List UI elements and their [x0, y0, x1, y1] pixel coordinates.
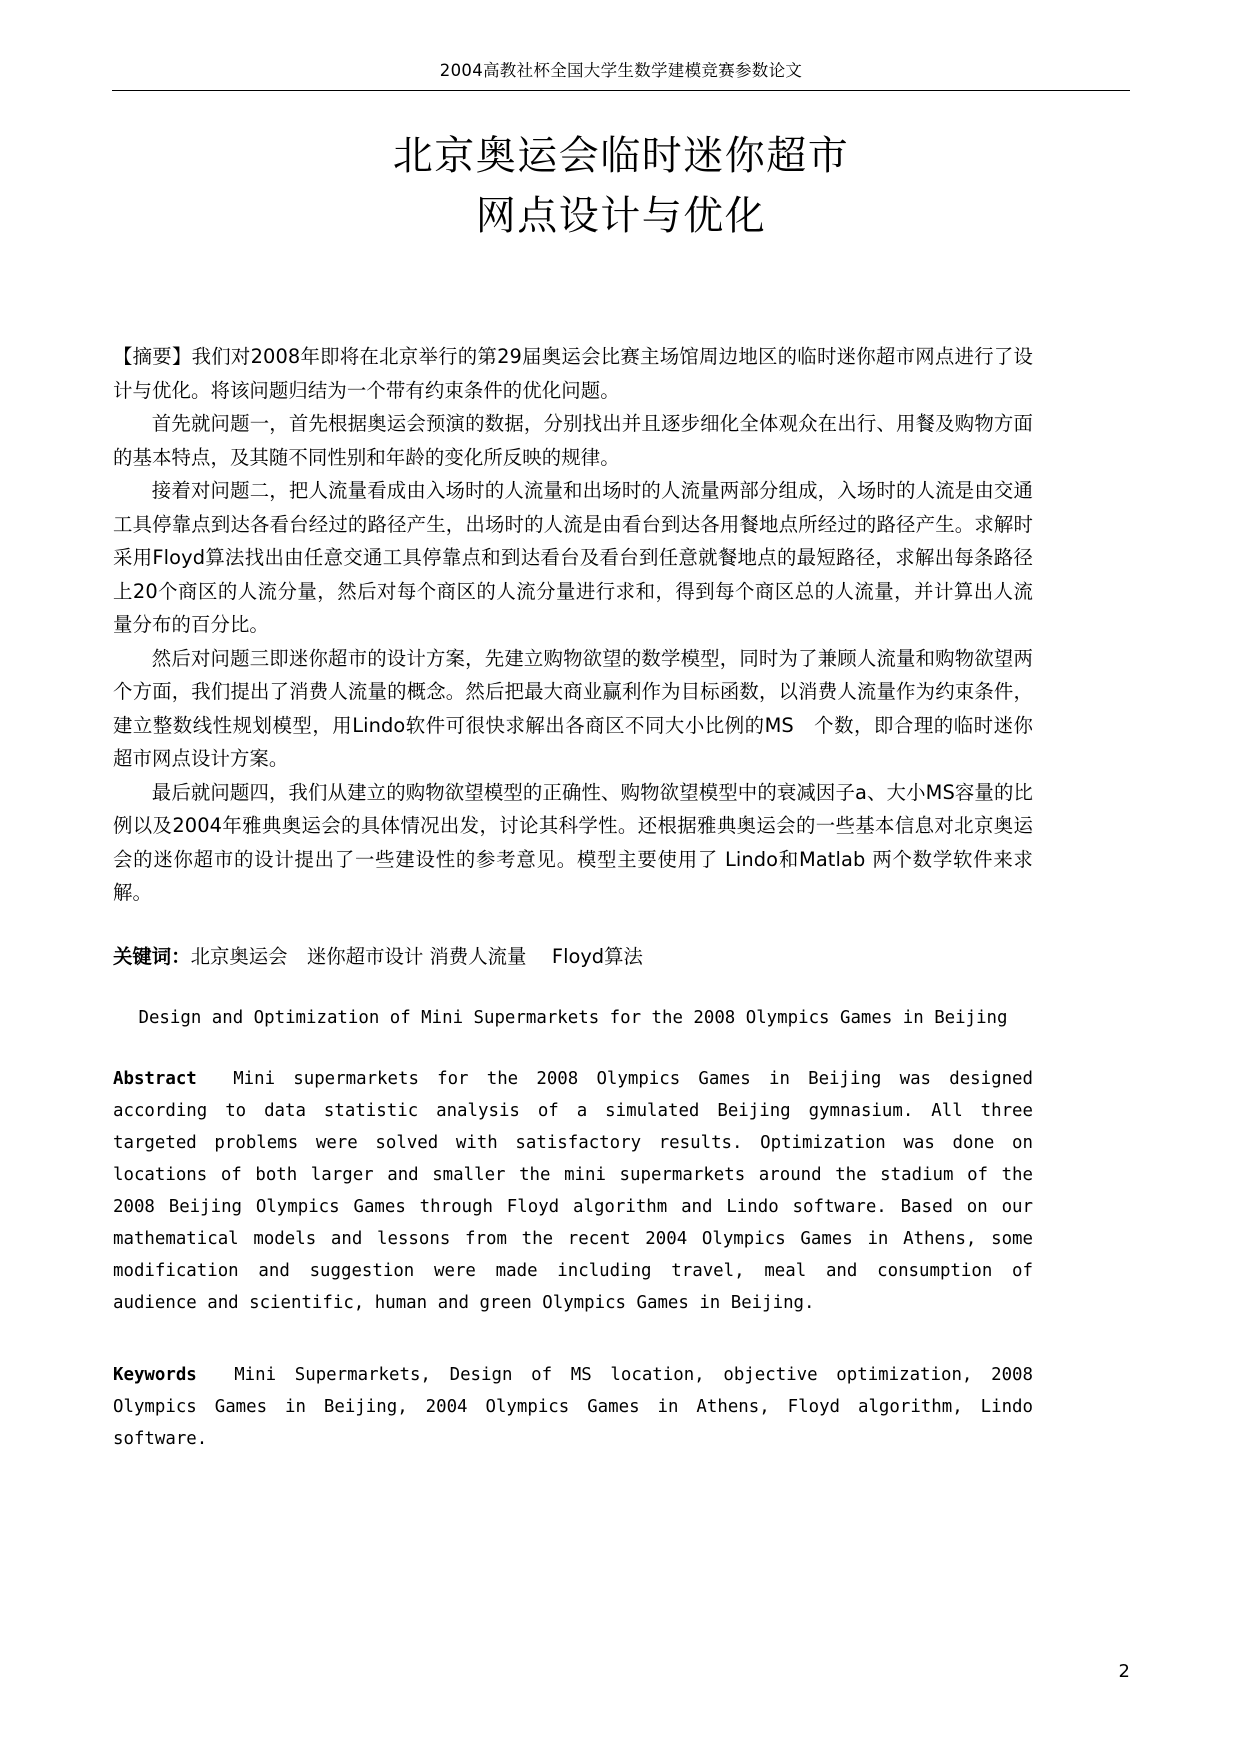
keywords-cn-value: 北京奥运会 迷你超市设计 消费人流量 Floyd算法: [190, 944, 643, 968]
keywords-en-text: Mini Supermarkets, Design of MS location, objective optimization, 2008 Olympics Games in Beijing, 2004 Olympics Games in Athens, Floyd algorithm, Lindo software.: [113, 1365, 1033, 1449]
abstract-cn-paragraph-3: 接着对问题二，把人流量看成由入场时的人流量和出场时的人流量两部分组成，入场时的人流是由交通工具停靠点到达各看台经过的路径产生，出场时的人流是由看台到达各用餐地点所经过的路径产生。求解时采用Floyd算法找出由任意交通工具停靠点和到达看台及看台到任意就餐地点的最短路径，求解出每条路径上20个商区的人流分量，然后对每个商区的人流分量进行求和，得到每个商区总的人流量，并计算出人流量分布的百分比。: [113, 479, 1033, 636]
keywords-en-label: Keywords: [113, 1365, 197, 1385]
title-line-1: 北京奥运会临时迷你超市: [392, 133, 850, 179]
abstract-en-label: Abstract: [113, 1069, 197, 1089]
title-line-2: 网点设计与优化: [475, 193, 767, 239]
abstract-cn-paragraph-4: 然后对问题三即迷你超市的设计方案，先建立购物欲望的数学模型，同时为了兼顾人流量和购物欲望两个方面，我们提出了消费人流量的概念。然后把最大商业赢利作为目标函数，以消费人流量作为约束条件，建立整数线性规划模型，用Lindo软件可很快求解出各商区不同大小比例的MS 个数，即合理的临时迷你超市网点设计方案。: [113, 646, 1033, 770]
spacer-before-keywords-en: [113, 1319, 1033, 1359]
abstract-en: [113, 1063, 1033, 1319]
abstract-cn-paragraph-5: 最后就问题四，我们从建立的购物欲望模型的正确性、购物欲望模型中的衰减因子a、大小MS容量的比例以及2004年雅典奥运会的具体情况出发，讨论其科学性。还根据雅典奥运会的一些基本信息对北京奥运会的迷你超市的设计提出了一些建设性的参考意见。模型主要使用了 Lindo和Matlab 两个数学软件来求解。: [113, 780, 1033, 904]
keywords-cn-label: 关键词：: [113, 944, 191, 968]
paper-body: [113, 340, 1033, 1455]
abstract-cn-paragraph-1: 【摘要】我们对2008年即将在北京举行的第29届奥运会比赛主场馆周边地区的临时迷你超市网点进行了设计与优化。将该问题归结为一个带有约束条件的优化问题。: [113, 345, 1033, 402]
running-header: [112, 57, 1130, 81]
paper-title: [112, 126, 1130, 246]
page-number: 2: [1118, 1661, 1130, 1682]
abstract-cn-paragraph-2: 首先就问题一，首先根据奥运会预演的数据，分别找出并且逐步细化全体观众在出行、用餐及购物方面的基本特点，及其随不同性别和年龄的变化所反映的规律。: [113, 412, 1033, 469]
paper-title-en: Design and Optimization of Mini Supermarkets for the 2008 Olympics Games in Beijing: [138, 1008, 1008, 1028]
keywords-en: [113, 1359, 1033, 1455]
spacer-before-keywords-cn: [113, 910, 1033, 940]
header-divider: [112, 90, 1130, 91]
keywords-cn: [113, 940, 1033, 974]
running-header-text: 2004高教社杯全国大学生数学建模竞赛参数论文: [439, 61, 803, 80]
abstract-en-text: Mini supermarkets for the 2008 Olympics Games in Beijing was designed according to data statistic analysis of a simulated Beijing gymnasium. All three targeted problems were solved with satisfactory results. Optimization was done on locations of both larger and smaller the mini supermarkets around the stadium of the 2008 Beijing Olympics Games through Floyd algorithm and Lindo software. Based on our mathematical models and lessons from the recent 2004 Olympics Games in Athens, some modification and suggestion were made including travel, meal and consumption of audience and scientific, human and green Olympics Games in Beijing.: [113, 1069, 1033, 1313]
spacer-before-title-en: [113, 973, 1033, 1003]
spacer-before-abstract-en: [113, 1033, 1033, 1063]
